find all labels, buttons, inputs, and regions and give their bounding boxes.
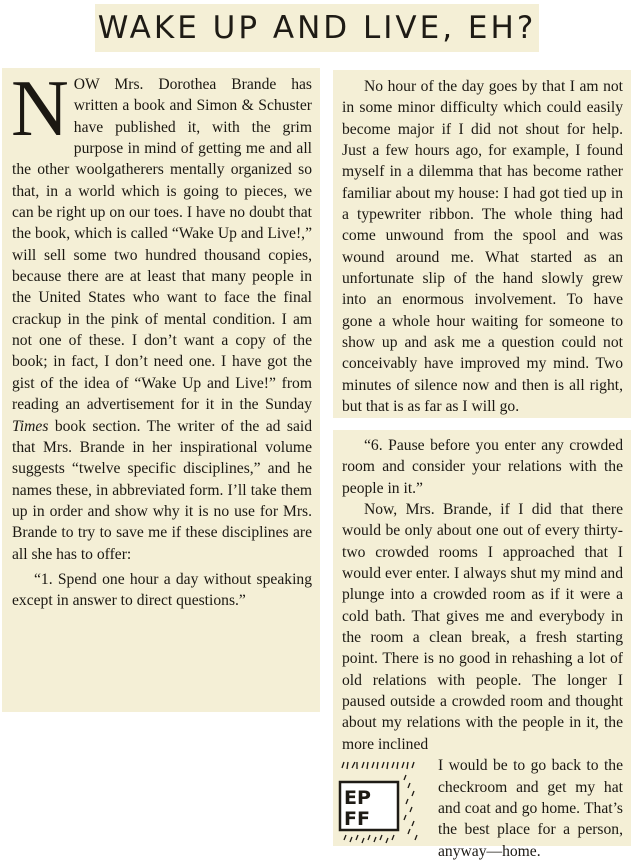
sign-letters-bottom: FF bbox=[344, 808, 370, 830]
discipline-one-quote: “1. Spend one hour a day without speaking except in answer to direct questions.” bbox=[12, 570, 312, 610]
discipline-six-quote: “6. Pause before you enter any crowded room and consider your relations with the people in it.” bbox=[342, 437, 623, 497]
left-column bbox=[2, 65, 320, 712]
sign-letters-top: EP bbox=[344, 787, 371, 809]
drop-cap: N bbox=[11, 65, 69, 153]
opening-text-rest: book section. The writer of the ad said that Mrs. Brande in her inspirational volume suggests “twelve specific disciplines,” and he names these, in abbreviated form. I’ll take them up in order and show why it is no use for Mrs. Brande to try to save me if these disciplines are all she has to offer: bbox=[12, 417, 312, 563]
paragraph-crowded-room: Now, Mrs. Brande, if I did that there would be only about one out of every thirty-two crowded rooms I approached that I would ever enter. I always shut my mind and plunge into a crowded room as if it were a cold bath. That gives me and everybody in the room a clean break, a fresh starting point. There is no good in rehashing a lot of old relations with people. The longer I paused outside a crowded room and thought about my relations with the people in it, the more inclined bbox=[342, 501, 623, 753]
keep-off-sign-illustration bbox=[338, 760, 422, 846]
paragraph-home: I would be to go back to the checkroom and get my hat and coat and go home. That’s the best place for a person, anyway—home. bbox=[438, 757, 623, 860]
headline-box bbox=[95, 4, 539, 52]
times-italic: Times bbox=[12, 417, 49, 435]
opening-text: OW Mrs. Dorothea Brande has written a book and Simon & Schuster have published it, with the grim purpose in mind of getting me and all the other woolgatherers mentally organized so that, in a world which is going to pieces, we can be right up on our toes. I have no doubt that the book, which is called “Wake Up and Live!,” will sell some two hundred thousand copies, because there are at least that many people in the United States who want to face the final crackup in the pink of mental condition. I am not one of these. I don’t want a copy of the book; in fact, I don’t need one. I have got the gist of the idea of “Wake Up and Live!” from reading an advertisement for it in the Sunday bbox=[12, 76, 312, 414]
right-column-top bbox=[333, 70, 631, 418]
opening-paragraph bbox=[11, 65, 312, 565]
paragraph-hour-of-day: No hour of the day goes by that I am not in some minor difficulty which could easily become major if I did not shout for help. Just a few hours ago, for example, I found myself in a dilemma that has become rather familiar about my house: I had got tied up in a typewriter ribbon. The whole thing had come unwound from the spool and was wound around me. What started as an unfortunate slip of the hand slowly grew into an enormous involvement. To have gone a whole hour waiting for someone to show up and ask me a question could not conceivably have improved my mind. Two minutes of silence now and then is all right, but that is as far as I will go. bbox=[342, 78, 623, 416]
article-title: WAKE UP AND LIVE, EH? bbox=[97, 10, 537, 46]
